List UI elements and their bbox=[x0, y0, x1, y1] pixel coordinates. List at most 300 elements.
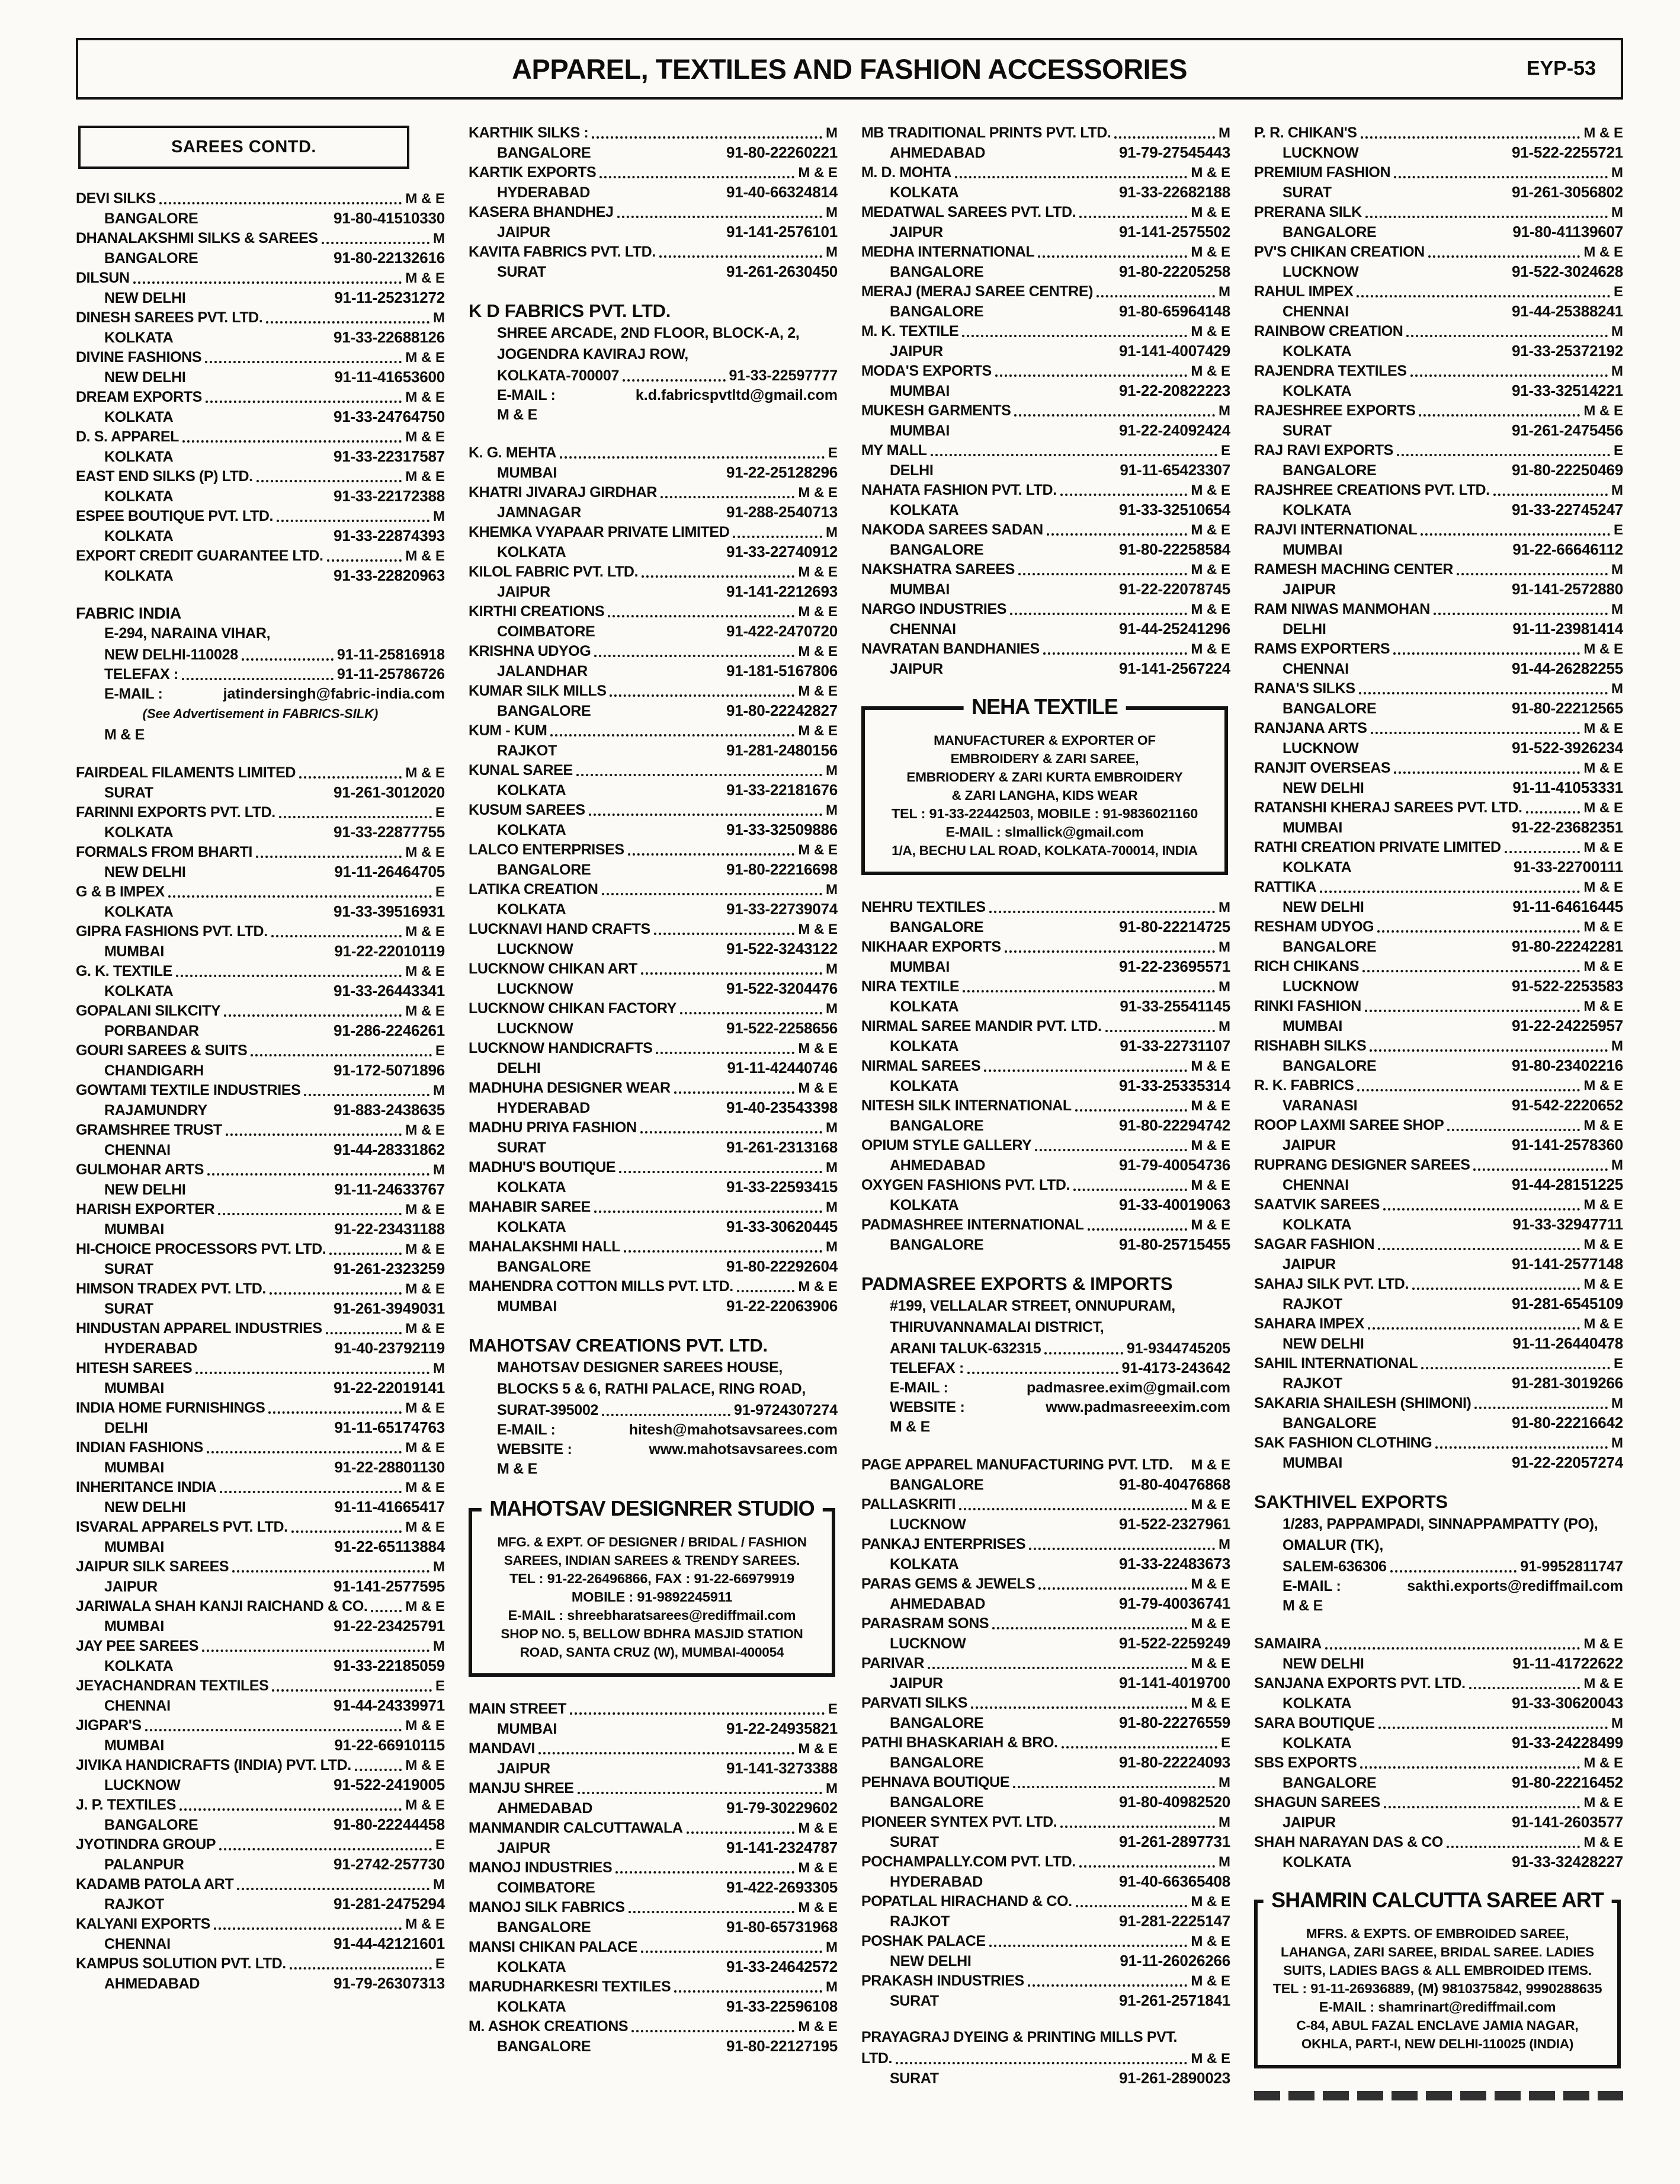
listing-marker: M & E bbox=[1583, 1276, 1623, 1292]
listing-city: LUCKNOW bbox=[1283, 145, 1359, 161]
listing-oxygen-fashions-pvt-ltd bbox=[861, 1176, 1230, 1215]
listing-marker: M bbox=[826, 1001, 838, 1017]
dotted-leader bbox=[641, 1951, 822, 1953]
listing-name: INDIA HOME FURNISHINGS bbox=[76, 1400, 265, 1416]
listing-marker: M & E bbox=[1583, 1834, 1623, 1850]
dotted-leader bbox=[631, 2030, 794, 2032]
listing-detail-row bbox=[76, 1616, 445, 1637]
listing-name: MANOJ SILK FABRICS bbox=[469, 1899, 625, 1916]
dotted-leader bbox=[1044, 1352, 1123, 1354]
listing-name-row bbox=[469, 681, 838, 701]
ad-row bbox=[1265, 2016, 1610, 2035]
dotted-leader bbox=[272, 1689, 432, 1692]
listing-name-row bbox=[861, 1971, 1230, 1991]
dotted-leader bbox=[1457, 573, 1608, 575]
listing-mansi-chikan-palace bbox=[469, 1938, 838, 1977]
listing-detail-row bbox=[469, 1217, 838, 1237]
ad-text: & ZARI LANGHA, KIDS WEAR bbox=[951, 788, 1138, 803]
listing-name-row bbox=[469, 642, 838, 661]
listing-name: DINESH SAREES PVT. LTD. bbox=[76, 309, 263, 326]
listing-name: LUCKNOW CHIKAN ART bbox=[469, 960, 637, 977]
listing-name-row bbox=[469, 1197, 838, 1217]
listing-samaira bbox=[1254, 1634, 1623, 1674]
listing-city: PORBANDAR bbox=[104, 1023, 199, 1039]
listing-city: JAIPUR bbox=[497, 1760, 550, 1777]
listing-detail-row bbox=[1254, 500, 1623, 520]
listing-city: JALANDHAR bbox=[497, 663, 588, 680]
dotted-leader bbox=[1079, 1865, 1215, 1868]
listing-marker: M & E bbox=[1583, 1795, 1623, 1811]
listing-city: AHMEDABAD bbox=[890, 145, 986, 161]
listing-name-row bbox=[861, 1017, 1230, 1036]
block-heading-text: SAKTHIVEL EXPORTS bbox=[1254, 1491, 1448, 1512]
listing-city: BANGALORE bbox=[497, 1919, 591, 1936]
listing-name: MAHENDRA COTTON MILLS PVT. LTD. bbox=[469, 1278, 733, 1295]
listing-name-row bbox=[76, 882, 445, 902]
listing-phone: 91-80-22216698 bbox=[726, 860, 838, 878]
listing-name: DHANALAKSHMI SILKS & SAREES bbox=[76, 230, 318, 246]
dotted-leader bbox=[1038, 255, 1187, 258]
listing-phone: 91-11-41653600 bbox=[334, 368, 445, 386]
listing-phone: 91-33-25335314 bbox=[1118, 1077, 1230, 1094]
listing-city: SURAT bbox=[890, 2070, 939, 2087]
listing-name: PRAKASH INDUSTRIES bbox=[861, 1972, 1024, 1989]
listing-name: NAVRATAN BANDHANIES bbox=[861, 641, 1040, 657]
listing-marker: M & E bbox=[1191, 1177, 1230, 1193]
ad-row bbox=[872, 786, 1217, 805]
listing-city: JAIPUR bbox=[497, 224, 550, 241]
listing-phone: 91-261-2475456 bbox=[1511, 421, 1623, 439]
listing-phone: 91-80-22294742 bbox=[1118, 1116, 1230, 1134]
listing-city: JAIPUR bbox=[1283, 1814, 1336, 1831]
listing-phone: 91-141-2576101 bbox=[726, 223, 838, 241]
listing-kusum-sarees bbox=[469, 800, 838, 840]
listing-marker: M & E bbox=[405, 1797, 445, 1813]
block-value: 91-11-25786726 bbox=[336, 666, 445, 683]
listing-marker: M bbox=[433, 1162, 445, 1178]
listing-city: MUMBAI bbox=[890, 959, 950, 975]
dotted-leader bbox=[1097, 295, 1215, 297]
block-label: E-MAIL : bbox=[497, 387, 556, 404]
block-text: M & E bbox=[497, 1461, 537, 1477]
listing-name: SAHAJ SILK PVT. LTD. bbox=[1254, 1276, 1409, 1292]
listing-city: NEW DELHI bbox=[890, 1953, 972, 1970]
listing-phone: 91-79-40036741 bbox=[1118, 1594, 1230, 1612]
listing-name: JIGPAR'S bbox=[76, 1717, 142, 1734]
listing-hindustan-apparel-industries bbox=[76, 1319, 445, 1359]
listing-phone: 91-80-22260221 bbox=[726, 143, 838, 161]
dotted-leader bbox=[959, 1508, 1187, 1510]
listing-name-row bbox=[76, 1716, 445, 1735]
listing-export-credit-guarantee-ltd bbox=[76, 546, 445, 586]
listing-marker: M & E bbox=[1583, 1117, 1623, 1133]
listing-name: SAMAIRA bbox=[1254, 1635, 1322, 1652]
listing-name: RANJIT OVERSEAS bbox=[1254, 760, 1391, 776]
listing-marker: M & E bbox=[405, 548, 445, 564]
listing-phone: 91-522-3024628 bbox=[1511, 262, 1623, 280]
listing-name-row bbox=[861, 1455, 1230, 1475]
dotted-leader bbox=[962, 335, 1187, 337]
listing-detail-row bbox=[1254, 341, 1623, 361]
ad-row bbox=[479, 1533, 825, 1551]
listing-city: KOLKATA bbox=[890, 1556, 959, 1573]
listing-city: BANGALORE bbox=[1283, 1415, 1377, 1432]
listing-rahul-impex bbox=[1254, 282, 1623, 322]
listing-name: MUKESH GARMENTS bbox=[861, 402, 1011, 419]
dotted-leader bbox=[1360, 1766, 1580, 1769]
listing-shah-narayan-das-co bbox=[1254, 1833, 1623, 1872]
listing-name-row bbox=[1254, 242, 1623, 262]
block-label: LTD. bbox=[861, 2050, 893, 2067]
listing-detail-row bbox=[76, 248, 445, 268]
listing-name-row bbox=[1254, 758, 1623, 778]
listing-name: MANSI CHIKAN PALACE bbox=[469, 1939, 637, 1955]
listing-city: KOLKATA bbox=[497, 822, 566, 838]
listing-name-row bbox=[76, 1359, 445, 1378]
dotted-leader bbox=[1029, 1548, 1215, 1550]
listing-madhuha-designer-wear bbox=[469, 1078, 838, 1118]
listing-name: KUMAR SILK MILLS bbox=[469, 683, 607, 699]
listing-phone: 91-141-2577148 bbox=[1511, 1255, 1623, 1273]
listing-city: MUMBAI bbox=[1283, 1018, 1342, 1035]
dotted-leader bbox=[971, 1706, 1187, 1709]
listing-marker: M & E bbox=[798, 564, 838, 580]
listing-marker: M & E bbox=[1583, 879, 1623, 895]
block-label: SURAT-395002 bbox=[497, 1402, 599, 1418]
listing-phone: 91-44-25388241 bbox=[1511, 302, 1623, 320]
listing-detail-row bbox=[469, 463, 838, 483]
listing-detail-row bbox=[76, 1418, 445, 1438]
listing-name: KUSUM SAREES bbox=[469, 802, 585, 818]
listing-name: MADHU'S BOUTIQUE bbox=[469, 1159, 616, 1176]
dotted-leader bbox=[1075, 1109, 1188, 1112]
listing-name: G & B IMPEX bbox=[76, 883, 165, 900]
listing-marker: M bbox=[1219, 284, 1230, 300]
listing-marker: M & E bbox=[798, 2019, 838, 2035]
listing-prerana-silk bbox=[1254, 203, 1623, 242]
listing-detail-row bbox=[1254, 1135, 1623, 1155]
listing-name: JAIPUR SILK SAREES bbox=[76, 1558, 229, 1575]
block-row bbox=[76, 704, 445, 725]
block-heading bbox=[469, 1333, 838, 1358]
listing-phone: 91-281-2475294 bbox=[333, 1895, 445, 1913]
listing-phone: 91-11-41665417 bbox=[334, 1498, 445, 1516]
listing-name-row bbox=[76, 507, 445, 526]
dotted-leader bbox=[931, 454, 1217, 456]
dotted-leader bbox=[1406, 335, 1608, 337]
column-4 bbox=[1254, 123, 1623, 2100]
listing-detail-row bbox=[1254, 659, 1623, 679]
dotted-leader bbox=[608, 615, 794, 617]
listing-phone: 91-80-22292604 bbox=[726, 1257, 838, 1275]
listing-name: PANKAJ ENTERPRISES bbox=[861, 1536, 1026, 1552]
listing-detail-row bbox=[1254, 1294, 1623, 1314]
listing-name: LATIKA CREATION bbox=[469, 881, 598, 898]
listing-detail-row bbox=[469, 1798, 838, 1818]
dotted-leader bbox=[1473, 1168, 1608, 1171]
listing-city: MUMBAI bbox=[104, 1221, 164, 1238]
dotted-leader bbox=[1378, 1727, 1608, 1729]
listing-phone: 91-288-2540713 bbox=[726, 503, 838, 521]
listing-jeyachandran-textiles bbox=[76, 1676, 445, 1716]
listing-name-row bbox=[861, 1852, 1230, 1872]
listing-name: MAIN STREET bbox=[469, 1701, 567, 1717]
listing-detail-row bbox=[861, 1514, 1230, 1535]
ad-title bbox=[963, 694, 1126, 719]
listing-city: CHENNAI bbox=[1283, 303, 1349, 320]
listing-nirmal-sarees bbox=[861, 1056, 1230, 1096]
listing-name-row bbox=[76, 763, 445, 783]
listing-phone: 91-522-2419005 bbox=[333, 1776, 445, 1794]
block-text: PRAYAGRAJ DYEING & PRINTING MILLS PVT. bbox=[861, 2029, 1178, 2045]
listing-name-row bbox=[861, 1495, 1230, 1514]
block-text: 1/283, PAPPAMPADI, SINNAPPAMPATTY (PO), bbox=[1283, 1516, 1598, 1532]
ad-row bbox=[872, 841, 1217, 860]
ad-row bbox=[479, 1606, 825, 1625]
listing-kasera-bhandhej bbox=[469, 203, 838, 242]
listing-city: RAJKOT bbox=[104, 1896, 164, 1913]
listing-city: KOLKATA bbox=[890, 184, 959, 201]
listing-detail-row bbox=[76, 1061, 445, 1081]
listing-detail-row bbox=[861, 1911, 1230, 1932]
listing-marker: E bbox=[435, 884, 445, 900]
listing-name-row bbox=[861, 203, 1230, 222]
listing-mahabir-saree bbox=[469, 1197, 838, 1237]
listing-jyotindra-group bbox=[76, 1835, 445, 1875]
block-row bbox=[76, 725, 445, 747]
dotted-leader bbox=[687, 1831, 795, 1834]
ad-box-mahotsav-designrer-studio bbox=[469, 1496, 835, 1677]
listing-name-row bbox=[76, 546, 445, 566]
listing-detail-row bbox=[76, 822, 445, 843]
listing-city: KOLKATA bbox=[1283, 383, 1352, 399]
listing-city: KOLKATA bbox=[497, 1999, 566, 2015]
listing-detail-row bbox=[1254, 897, 1623, 917]
listing-city: SURAT bbox=[104, 784, 153, 801]
listing-rajshree-creations-pvt-ltd bbox=[1254, 481, 1623, 520]
listing-city: BANGALORE bbox=[1283, 462, 1377, 479]
dotted-leader bbox=[1073, 1189, 1187, 1191]
block-value: www.padmasreeexim.com bbox=[1046, 1399, 1230, 1416]
listing-hitesh-sarees bbox=[76, 1359, 445, 1398]
listing-marker: M & E bbox=[1191, 522, 1230, 538]
dotted-leader bbox=[182, 678, 334, 680]
listing-name-row bbox=[76, 922, 445, 942]
dotted-leader bbox=[270, 1292, 402, 1295]
listing-harish-exporter bbox=[76, 1200, 445, 1240]
listing-name-row bbox=[1254, 997, 1623, 1016]
listing-name: M. K. TEXTILE bbox=[861, 323, 959, 340]
listing-name: NARGO INDUSTRIES bbox=[861, 601, 1007, 617]
listing-marker: M bbox=[826, 524, 838, 540]
listing-city: AHMEDABAD bbox=[890, 1596, 986, 1612]
listing-pochampally-com-pvt-ltd bbox=[861, 1852, 1230, 1892]
dotted-leader bbox=[1378, 1248, 1580, 1250]
listing-name: P. R. CHIKAN'S bbox=[1254, 124, 1357, 141]
listing-name: RAJENDRA TEXTILES bbox=[1254, 363, 1407, 379]
listing-name: HIMSON TRADEX PVT. LTD. bbox=[76, 1280, 266, 1297]
page-header bbox=[76, 38, 1623, 100]
listing-detail-row bbox=[469, 1019, 838, 1039]
listing-city: NEW DELHI bbox=[1283, 1655, 1364, 1672]
listing-name: GRAMSHREE TRUST bbox=[76, 1122, 222, 1138]
listing-city: BANGALORE bbox=[890, 919, 984, 936]
listing-phone: 91-422-2470720 bbox=[726, 622, 838, 640]
listing-name-row bbox=[76, 1438, 445, 1458]
listing-name-row bbox=[469, 602, 838, 622]
listing-name: MEDHA INTERNATIONAL bbox=[861, 244, 1035, 260]
dotted-leader bbox=[256, 856, 402, 858]
listing-detail-row bbox=[469, 661, 838, 681]
listing-name: ISVARAL APPARELS PVT. LTD. bbox=[76, 1519, 288, 1535]
dotted-leader bbox=[1357, 295, 1610, 297]
listing-marker: M bbox=[433, 230, 445, 246]
dotted-leader bbox=[674, 1990, 822, 1993]
listing-dinesh-sarees-pvt-ltd bbox=[76, 308, 445, 348]
listing-marker: M & E bbox=[405, 350, 445, 366]
listing-detail-row bbox=[861, 1832, 1230, 1852]
listing-name-row bbox=[861, 1136, 1230, 1155]
listing-marker: M & E bbox=[405, 765, 445, 781]
listing-india-home-furnishings bbox=[76, 1398, 445, 1438]
listing-city: NEW DELHI bbox=[104, 1181, 186, 1198]
listing-marker: M & E bbox=[1191, 1497, 1230, 1513]
listing-city: MUMBAI bbox=[104, 1539, 164, 1555]
listing-name: KAMPUS SOLUTION PVT. LTD. bbox=[76, 1955, 286, 1972]
listing-name: SANJANA EXPORTS PVT. LTD. bbox=[1254, 1675, 1466, 1692]
listing-detail-row bbox=[861, 1195, 1230, 1215]
listing-name-row bbox=[76, 348, 445, 367]
listing-marker: M & E bbox=[405, 1122, 445, 1138]
listing-detail-row bbox=[469, 860, 838, 880]
listing-sahara-impex bbox=[1254, 1314, 1623, 1354]
block-value: k.d.fabricspvtltd@gmail.com bbox=[635, 387, 838, 404]
dotted-leader bbox=[202, 1650, 429, 1652]
listing-jigpar-s bbox=[76, 1716, 445, 1756]
listing-phone: 91-80-22244458 bbox=[333, 1815, 445, 1833]
listing-city: NEW DELHI bbox=[104, 864, 186, 880]
listing-phone: 91-80-65964148 bbox=[1118, 302, 1230, 320]
listing-phone: 91-80-22276559 bbox=[1118, 1714, 1230, 1731]
listing-detail-row bbox=[76, 407, 445, 427]
listing-detail-row bbox=[861, 1951, 1230, 1971]
listing-marker: M & E bbox=[405, 1519, 445, 1535]
listing-phone: 91-79-27545443 bbox=[1118, 143, 1230, 161]
listing-phone: 91-141-2578360 bbox=[1511, 1136, 1623, 1154]
listing-medatwal-sarees-pvt-ltd bbox=[861, 203, 1230, 242]
listing-khatri-jivaraj-girdhar bbox=[469, 483, 838, 523]
listing-name: DEVI SILKS bbox=[76, 190, 156, 207]
listing-city: BANGALORE bbox=[890, 1794, 984, 1811]
listing-city: BANGALORE bbox=[1283, 700, 1377, 717]
listing-detail-row bbox=[469, 143, 838, 163]
listing-phone: 91-40-66365408 bbox=[1118, 1872, 1230, 1890]
listing-name-row bbox=[469, 1977, 838, 1997]
listing-name-row bbox=[469, 123, 838, 143]
block-label: E-MAIL : bbox=[890, 1379, 948, 1396]
listing-marker: M & E bbox=[1583, 720, 1623, 736]
listing-city: KOLKATA bbox=[497, 1219, 566, 1235]
listing-name: MANMANDIR CALCUTTAWALA bbox=[469, 1820, 683, 1836]
listing-name-row bbox=[1254, 441, 1623, 460]
listing-name-row bbox=[861, 898, 1230, 917]
listing-name: SAHIL INTERNATIONAL bbox=[1254, 1355, 1418, 1372]
listing-city: KOLKATA bbox=[104, 1658, 174, 1674]
listing-krishna-udyog bbox=[469, 642, 838, 681]
listing-detail-row bbox=[469, 1098, 838, 1118]
listing-city: JAIPUR bbox=[104, 1578, 158, 1595]
listing-kirthi-creations bbox=[469, 602, 838, 642]
listing-marker: M bbox=[1611, 1715, 1623, 1731]
block-row bbox=[469, 386, 838, 405]
dotted-leader bbox=[989, 1945, 1188, 1947]
listing-detail-row bbox=[861, 1792, 1230, 1812]
listing-jariwala-shah-kanji-raichand-co bbox=[76, 1597, 445, 1637]
listing-city: LUCKNOW bbox=[890, 1516, 966, 1533]
listing-name: RAMS EXPORTERS bbox=[1254, 641, 1390, 657]
ad-row bbox=[1265, 1943, 1610, 1961]
listing-phone: 91-33-32514221 bbox=[1511, 382, 1623, 399]
listing-detail-row bbox=[76, 1458, 445, 1478]
listing-name-row bbox=[1254, 1753, 1623, 1773]
ad-text: ROAD, SANTA CRUZ (W), MUMBAI-400054 bbox=[520, 1645, 784, 1660]
dotted-leader bbox=[251, 1054, 432, 1056]
listing-marker: M & E bbox=[1583, 998, 1623, 1014]
listing-city: KOLKATA bbox=[497, 1179, 566, 1196]
listing-detail-row bbox=[1254, 1215, 1623, 1235]
listing-marker: M bbox=[433, 310, 445, 326]
listing-city: KOLKATA bbox=[890, 1038, 959, 1055]
listing-name: RINKI FASHION bbox=[1254, 998, 1361, 1014]
listing-phone: 91-33-30620445 bbox=[726, 1218, 838, 1235]
listing-phone: 91-11-42440746 bbox=[727, 1059, 838, 1077]
dotted-leader bbox=[594, 1211, 822, 1213]
ad-title bbox=[1263, 1888, 1612, 1913]
listing-marker: M & E bbox=[1583, 1078, 1623, 1094]
listing-name-row bbox=[469, 1277, 838, 1296]
listing-r-k-fabrics bbox=[1254, 1076, 1623, 1116]
listing-detail-row bbox=[1254, 778, 1623, 798]
dotted-leader bbox=[576, 774, 822, 776]
listing-name-row bbox=[1254, 361, 1623, 381]
listing-name: ROOP LAXMI SAREE SHOP bbox=[1254, 1117, 1444, 1133]
listing-detail-row bbox=[469, 1878, 838, 1898]
listing-phone: 91-261-3056802 bbox=[1511, 183, 1623, 201]
block-text: M & E bbox=[104, 726, 145, 743]
block-text: THIRUVANNAMALAI DISTRICT, bbox=[890, 1319, 1104, 1336]
listing-detail-row bbox=[469, 1917, 838, 1938]
listing-name-row bbox=[469, 562, 838, 582]
listing-detail-row bbox=[1254, 857, 1623, 878]
listing-detail-row bbox=[469, 1177, 838, 1197]
listing-lucknavi-hand-crafts bbox=[469, 920, 838, 959]
listing-phone: 91-80-40982520 bbox=[1118, 1793, 1230, 1811]
dotted-leader bbox=[659, 255, 822, 258]
listing-marker: M bbox=[433, 508, 445, 524]
listing-city: BANGALORE bbox=[497, 1258, 591, 1275]
dotted-leader bbox=[654, 933, 795, 935]
listing-city: SURAT bbox=[497, 264, 546, 280]
listing-main-street bbox=[469, 1699, 838, 1739]
listing-detail-row bbox=[76, 1259, 445, 1279]
listing-name-row bbox=[76, 1637, 445, 1656]
listing-name-row bbox=[1254, 878, 1623, 897]
listing-marker: M & E bbox=[1191, 165, 1230, 181]
listing-phone: 91-141-2567224 bbox=[1118, 659, 1230, 677]
dotted-leader bbox=[1114, 136, 1215, 139]
listing-name-row bbox=[1254, 798, 1623, 818]
ad-row bbox=[1265, 1980, 1610, 1998]
